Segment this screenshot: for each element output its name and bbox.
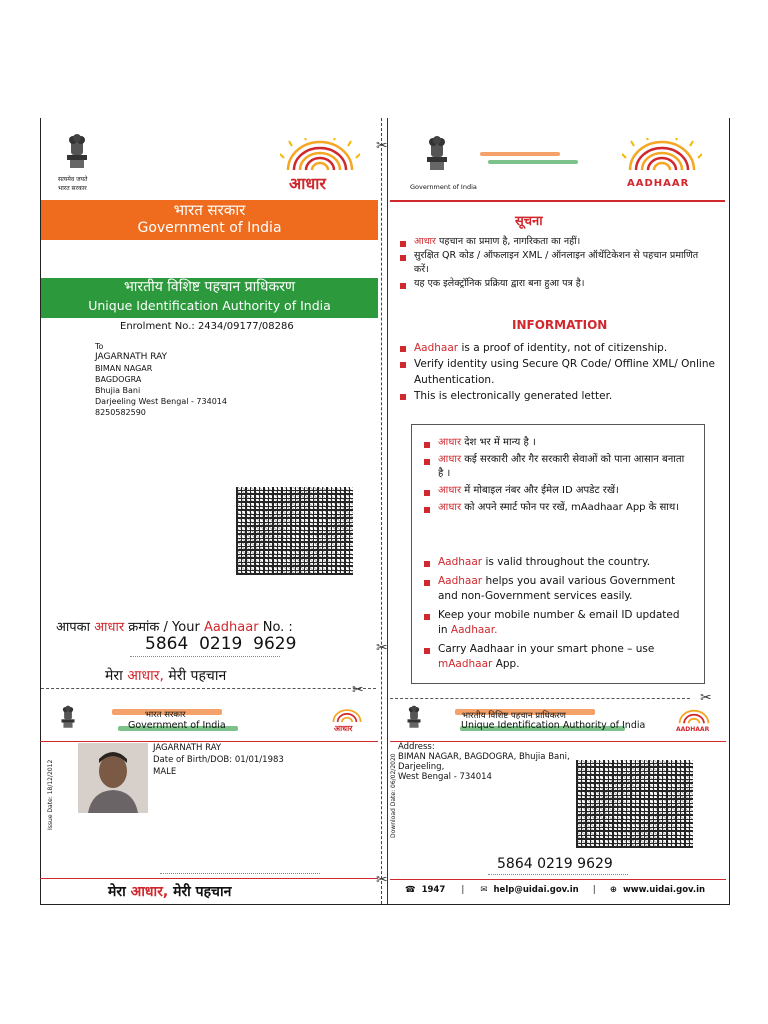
gov-en: Government of India bbox=[137, 220, 282, 236]
slogan-part: मेरी पहचान bbox=[168, 668, 227, 684]
box-en-item bbox=[424, 642, 692, 672]
card-aadhaar-number: 5864 0219 9629 bbox=[497, 856, 613, 872]
aadhaar-fingerprint-logo-icon bbox=[622, 138, 702, 178]
suchana-item bbox=[400, 277, 710, 291]
slogan-part: मेरा bbox=[108, 884, 126, 900]
your-aadhaar-label bbox=[56, 617, 293, 635]
card-gov-hi: भारत सरकार bbox=[145, 710, 186, 720]
recipient-name: JAGARNATH RAY bbox=[95, 352, 168, 362]
item-text: Carry Aadhaar in your smart phone – use bbox=[438, 643, 655, 655]
separator: | bbox=[592, 885, 596, 895]
suchana-item bbox=[400, 249, 710, 277]
item-text: Keep your mobile number & email ID updated in bbox=[438, 609, 680, 636]
label-part: क्रमांक bbox=[128, 620, 160, 635]
emblem-caption: सत्यमेव जयते bbox=[58, 176, 88, 183]
holder-gender: MALE bbox=[153, 767, 177, 777]
item-text: This is electronically generated letter. bbox=[414, 390, 613, 402]
information-item bbox=[400, 388, 720, 404]
box-hi-item bbox=[424, 436, 686, 450]
item-red: आधार bbox=[438, 454, 462, 465]
card-logo-hi: आधार bbox=[334, 724, 353, 733]
separator: | bbox=[461, 885, 465, 895]
vertical-divider bbox=[387, 118, 388, 904]
card-back-number-underline bbox=[488, 874, 628, 875]
suchana-list bbox=[400, 235, 710, 291]
item-text: पहचान का प्रमाण है, नागरिकता का नहीं। bbox=[438, 236, 581, 247]
helpline-number: 1947 bbox=[421, 885, 446, 895]
uidai-en: Unique Identification Authority of India bbox=[88, 298, 331, 313]
address-line: BAGDOGRA bbox=[95, 375, 142, 384]
photo-avatar bbox=[78, 743, 148, 813]
download-date: Download Date: 06/02/2020 bbox=[390, 753, 397, 838]
information-title: INFORMATION bbox=[512, 318, 608, 332]
slogan bbox=[105, 666, 226, 685]
card-gov-en: Government of India bbox=[128, 720, 226, 731]
box-en-item bbox=[424, 574, 692, 604]
contact-footer bbox=[405, 885, 705, 895]
header-rule bbox=[390, 200, 725, 202]
box-hi-list bbox=[424, 436, 686, 515]
label-part: No. : bbox=[262, 620, 293, 635]
slogan-part: आधार, bbox=[130, 884, 169, 900]
aadhaar-logo-text-en: AADHAAR bbox=[627, 178, 690, 189]
box-en-list bbox=[424, 555, 692, 672]
item-red: आधार bbox=[438, 502, 462, 513]
box-hi-item bbox=[424, 484, 686, 498]
card-back-footer-rule bbox=[390, 879, 726, 880]
card-holder-details bbox=[153, 742, 284, 778]
information-item bbox=[400, 340, 720, 356]
to-label: To bbox=[95, 342, 104, 351]
label-part: Aadhaar bbox=[203, 620, 259, 635]
gov-band bbox=[41, 200, 378, 240]
address-label: Address: bbox=[398, 742, 435, 752]
vertical-cut-line bbox=[381, 118, 382, 904]
item-text: देश भर में मान्य है । bbox=[464, 437, 536, 448]
suchana-item bbox=[400, 235, 710, 249]
item-text: कई सरकारी और गैर सरकारी सेवाओं को पाना आसान बनाता है । bbox=[438, 454, 685, 479]
item-red: आधार bbox=[438, 437, 462, 448]
box-hi-item bbox=[424, 501, 686, 515]
item-text: helps you avail various Government and non-Government services easily. bbox=[438, 575, 676, 602]
email-icon: ✉ bbox=[480, 885, 488, 895]
scissor-icon: ✂ bbox=[376, 138, 388, 154]
box-hi-item bbox=[424, 453, 686, 481]
scissor-icon: ✂ bbox=[376, 640, 388, 656]
enrolment-number bbox=[120, 321, 294, 332]
address-line: BIMAN NAGAR bbox=[95, 364, 153, 373]
slogan-part: मेरा bbox=[105, 668, 123, 684]
card-slogan bbox=[108, 882, 231, 901]
scissor-icon: ✂ bbox=[352, 682, 364, 698]
slogan-part: मेरी पहचान bbox=[173, 884, 232, 900]
national-emblem-icon bbox=[58, 705, 78, 731]
gov-hi: भारत सरकार bbox=[173, 201, 246, 219]
phone-number: 8250582590 bbox=[95, 408, 146, 417]
item-text: यह एक इलेक्ट्रॉनिक प्रक्रिया द्वारा बना हुआ पत्र है। bbox=[414, 278, 585, 289]
globe-icon: ⊕ bbox=[609, 885, 617, 895]
scissor-icon: ✂ bbox=[700, 690, 712, 706]
item-red: Aadhaar bbox=[438, 556, 483, 568]
label-part: आधार bbox=[94, 620, 125, 635]
number-underline bbox=[130, 656, 280, 657]
scissor-icon: ✂ bbox=[376, 872, 388, 888]
item-text: Verify identity using Secure QR Code/ Offline XML/ Online Authentication. bbox=[414, 358, 715, 386]
enrolment-label: Enrolment No.: bbox=[120, 321, 195, 332]
address-line: Darjeeling, bbox=[398, 762, 445, 772]
item-red: Aadhaar. bbox=[450, 624, 498, 636]
address-line: Darjeeling West Bengal - 734014 bbox=[95, 397, 227, 406]
card-number-underline bbox=[160, 873, 320, 874]
card-footer-rule bbox=[40, 878, 378, 879]
aadhaar-logo-text-hi: आधार bbox=[289, 174, 326, 193]
aadhaar-number: 5864 0219 9629 bbox=[145, 634, 297, 654]
help-email: help@uidai.gov.in bbox=[493, 885, 579, 895]
item-text: is a proof of identity, not of citizenship. bbox=[461, 342, 668, 354]
label-part: आपका bbox=[56, 620, 91, 635]
item-text: सुरक्षित QR कोड / ऑफलाइन XML / ऑनलाइन ऑथेंटिकेशन से पहचान प्रमाणित करें। bbox=[414, 250, 699, 275]
horizontal-cut-line-right bbox=[390, 698, 690, 699]
item-text: is valid throughout the country. bbox=[485, 556, 651, 568]
card-uidai-hi: भारतीय विशिष्ट पहचान प्राधिकरण bbox=[462, 711, 566, 721]
box-en-item bbox=[424, 555, 692, 570]
recipient-address bbox=[95, 341, 227, 418]
information-item bbox=[400, 356, 720, 388]
item-red: Aadhaar bbox=[438, 575, 483, 587]
slogan-part: आधार, bbox=[127, 668, 164, 684]
holder-dob: Date of Birth/DOB: 01/01/1983 bbox=[153, 755, 284, 765]
address-line: West Bengal - 734014 bbox=[398, 772, 492, 782]
address-line: BIMAN NAGAR, BAGDOGRA, Bhujia Bani, bbox=[398, 752, 570, 762]
tricolor-ribbon bbox=[480, 152, 560, 156]
item-red: आधार bbox=[438, 485, 462, 496]
enrolment-value: 2434/09177/08286 bbox=[197, 321, 294, 332]
card-back-address bbox=[398, 742, 570, 782]
item-red: Aadhaar bbox=[414, 342, 459, 354]
national-emblem-icon bbox=[62, 133, 92, 173]
uidai-hi: भारतीय विशिष्ट पहचान प्राधिकरण bbox=[123, 279, 296, 295]
issue-date: Issue Date: 18/12/2012 bbox=[47, 759, 54, 830]
phone-icon: ☎ bbox=[405, 885, 416, 895]
item-text: को अपने स्मार्ट फोन पर रखें, mAadhaar App के साथ। bbox=[464, 502, 680, 513]
item-text: में मोबाइल नंबर और ईमेल ID अपडेट रखें। bbox=[464, 485, 619, 496]
national-emblem-icon bbox=[404, 705, 424, 731]
aadhaar-fingerprint-logo-icon bbox=[676, 707, 712, 727]
horizontal-cut-line-left bbox=[41, 688, 376, 689]
holder-name: JAGARNATH RAY bbox=[153, 743, 222, 753]
card-qr-code bbox=[576, 760, 693, 848]
gov-caption-hi: भारत सरकार bbox=[58, 185, 87, 192]
item-text: App. bbox=[495, 658, 520, 670]
tricolor-ribbon bbox=[488, 160, 578, 164]
box-en-item bbox=[424, 608, 692, 638]
item-red: आधार bbox=[414, 236, 436, 247]
qr-code bbox=[236, 487, 353, 575]
card-uidai-en: Unique Identification Authority of India bbox=[461, 720, 646, 731]
information-list bbox=[400, 340, 720, 404]
uidai-band bbox=[41, 278, 378, 318]
address-line: Bhujia Bani bbox=[95, 386, 141, 395]
website: www.uidai.gov.in bbox=[622, 885, 706, 895]
label-part: / Your bbox=[163, 620, 200, 635]
item-red: mAadhaar bbox=[438, 658, 493, 670]
national-emblem-icon bbox=[422, 135, 452, 175]
gov-caption-en: Government of India bbox=[410, 183, 477, 191]
card-logo-en: AADHAAR bbox=[676, 726, 710, 733]
suchana-title: सूचना bbox=[515, 214, 543, 229]
